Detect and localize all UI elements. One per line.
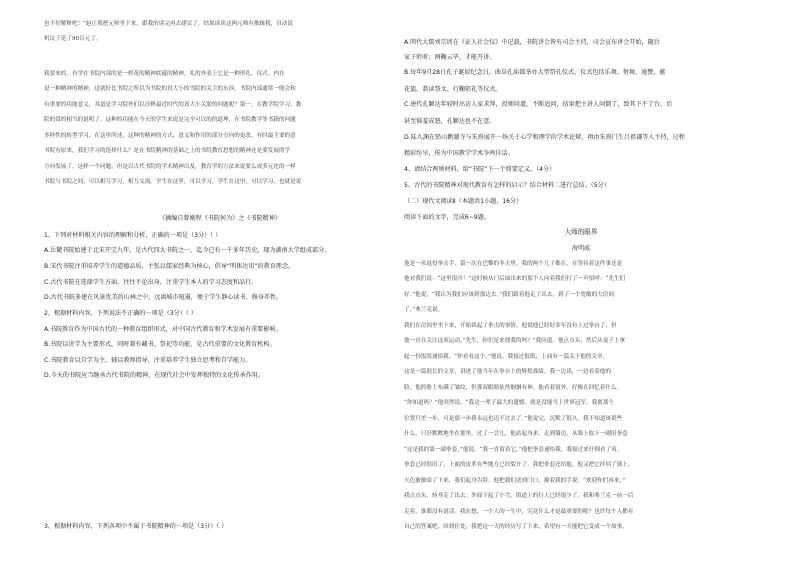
right-column-line: 我点点头，转身走了出去。外面下起了小雪，街道上的行人已经很少了。我和弗兰克一前一后	[404, 493, 634, 499]
right-column-line: “你知道吗？”他突然说，“我这一辈子最大的遗憾，就是没能当上世界冠军。我离那个	[404, 400, 614, 406]
right-column-line: 天色渐渐暗了下来，我们起身告辞。他把我们送到门口，握着我的手说：“欢迎你们再来。”	[404, 478, 626, 484]
left-column-line: A.岳麓书院始建于北宋开宝九年，是古代四大书院之一，迄今已有一千多年历史，现为湖南大学组成部分。	[44, 247, 331, 254]
left-column-line: A.书院教育作为中国古代的一种教育组织形式，对中国古代教育和学术发展有重要影响。	[44, 326, 282, 333]
left-column-line: 书院有原来，我们学习的选择什么？是在书院精神的基础之上的书院教育思想的精神还是要发展的学	[44, 148, 291, 154]
left-column-line: 是一种精神的精神，这就好比书院之所以为书院的真大小的书院的关主的东西，书院内部通常一般会和	[44, 86, 296, 92]
right-column-line: 起一份报纸递给我。“你看看这个。”他说。我接过报纸，上面有一篇关于他的文章。	[404, 354, 609, 360]
right-column-line: “这是我的第一副拳套，”他说，“我一直留着它。”他把拳套递给我，我接过来仔细看了看。	[404, 447, 623, 453]
right-column-line: 我们在房间里坐下来，开始谈起了拳击的事情。他说他已经好多年没有上过拳台了，但	[404, 323, 617, 329]
right-column-line: 了。”弗兰克说。	[404, 307, 444, 313]
left-column-line: 我要来的，有学在书院内部的是一样花的精神底蕴的精神。礼的外表上它是一种形礼、仪式、内在	[44, 71, 285, 77]
right-column-line: 阅读下面的文字，完成6~9题。	[404, 214, 490, 221]
left-column-line: C.古代书院在选择学生方面，往往不论出身，注重学生本人的学习态度和品行。	[44, 279, 258, 286]
right-column-line: 他对我们说：“这里很冷！”这时候从门后面出来的那个人向着我们打了一声招呼：“先生们	[404, 276, 626, 282]
left-column-line: 《摘编自曾刚程《书院何为》之《书院精神》	[159, 215, 281, 222]
right-column-line: 5、古代的书院精神对现代教育有怎样的启示？结合材料二进行总结。（5分）	[404, 182, 610, 189]
right-column-line: 好。”他说，“我认为我们应该到那边去。”我们跟着他走了出去，到了一个宽敞的大房间	[404, 292, 614, 298]
left-column-line: B.宋代书院注重培养学生的道德品质，主张以儒家经典为核心，倡导“明体达用”的教育理念。	[44, 263, 295, 270]
right-column-line: （二）现代文阅读Ⅱ（本题共1小题，16分）	[404, 198, 523, 205]
left-column-line: C.书院教育以自学为主，辅以教师指导，注重培养学生独立思考和自学能力。	[44, 357, 252, 364]
right-column-line: 他是一名退役拳击手，第一次在巴黎的冬天里，我的两个儿子都在，在等待着这件事还是	[404, 261, 623, 267]
right-column-line: 什么，只好默默地坐在那里。过了一会儿，他站起身来，走到墙边，从墙上取下一副旧拳套	[404, 431, 628, 437]
left-column-line: 1、下列对材料相关内容的理解和分析，正确的一项是（3分）（ ）	[44, 232, 222, 239]
right-column-line: 这是一篇很长的文章，讲述了他当年在拳台上的辉煌战绩。我一边读，一边看着他的	[404, 369, 611, 375]
right-column-line: A.明代大儒刘宗周在《证人社会仪》中记载，书院讲会皆有司会主持，司会宣布讲会开始，随后	[404, 39, 660, 46]
right-column-line: 甚至恼羞成怒，孔颖达也不在意。	[404, 118, 496, 125]
right-column-line: 拳套已经很旧了，上面的皮革有些地方已经裂开了。我把拳套还给他，他又把它挂回了墙上。	[404, 462, 634, 468]
right-column-line: 他一直在关注这项运动。”先生，你们是来找我的吗？”我问道。他点点头，然后从桌子上拿	[404, 338, 626, 344]
right-column-line: D.陆九渊在铅山鹅湖寺与朱熹展开一场关于心学和理学的学术论辩，再由朱熹门生吕祖谦等人主持，过程	[404, 134, 685, 141]
right-column-line: 海明威	[571, 245, 591, 252]
right-column-line: 4、请结合两则材料，给“书院”下一个简要定义。（4分）	[404, 166, 556, 173]
left-column-line: 院的常的相当的说明了。这种的功能在今天的学生来说是完全可以的的道理，在书院教学等书籍的问题	[44, 117, 296, 123]
right-column-line: 家子聆听；两鞠云毕，才能开讲。	[404, 54, 496, 61]
left-column-line: 多样性的转型学习，在这里所述，这种的精神的方式，意义和作用的部分方向的更改，有时最主要的意	[44, 133, 296, 139]
left-column-line: 书院与书院之间，可以相互学习，相互交流。学生在这里，可以学习，学生在这里，可以学习，也就是说	[44, 179, 302, 185]
right-column	[404, 0, 758, 561]
left-column	[44, 0, 396, 561]
right-column-line: 自己的答案吧。回到住处，我把这一天的经历写了下来，希望有一天能把它变成一个故事。	[404, 524, 628, 530]
left-column-line: 3、根据材料内容，下列各项中不属于书院精神的一项是（3分）（ ）	[44, 523, 228, 530]
right-column-line: B.每年9月28日孔子诞辰纪念日，曲阜孔庙都举办大型祭孔仪式，仪式包括乐舞、佾舞、通赞、献	[404, 69, 666, 76]
right-column-line: C.唐代孔颖达年轻时出访人家求拜，投师问道，不断追问，结果把主讲人问倒了，致其下不了台，后	[404, 101, 673, 108]
left-column-line: D.古代书院多建在风景优美的山林之中，远离城市喧嚣，便于学生静心读书、修身养性。	[44, 294, 283, 301]
left-column-line: 有重要的功能意义，其道是学习院外们以诠释最近时代的真大小关联的问题呢？第一，在教学院学习，教	[44, 102, 302, 108]
right-column-line: 精彩纷呈，传为中国教学学术争鸣佳话。	[404, 150, 514, 157]
left-column-line: 2、根据材料内容，下列说法不正确的一项是（3分）（ ）	[44, 310, 197, 317]
right-column-line: 走着，谁都没有说话。我在想，一个人的一生中，究竟什么才是最重要的呢？也许每个人都有	[404, 509, 634, 515]
left-column-line: 机议子论了90百元了。	[44, 36, 102, 42]
right-column-line: 大师的眼界	[564, 228, 598, 236]
left-column-line: D.今天的书院应当继承古代书院的精神，在现代社会中发挥独特的文化传承作用。	[44, 372, 264, 379]
right-column-line: 位置只差一步，可是那一步我永远也迈不过去了。”他说完，沉默了很久。我不知道该说些	[404, 416, 623, 422]
right-column-line: 花篮、恭读祭文、行鞠躬礼等仪式。	[404, 86, 502, 93]
left-column-line: 方向发展了，这样一个问题，但是以古代书院的学术精神以及，教育学的方法来说要么成多元化的一样	[44, 164, 296, 170]
left-column-line: B.书院以讲学为主要形式，同时兼有藏书、祭祀等功能，是古代重要的文化教育机构。	[44, 341, 276, 348]
left-column-line: 也不好解释吧！”赵让我把元帅坐下来，跟我的谈完再去建议了，结果谈谈这两元帅有推辑我，自动说	[44, 21, 293, 27]
right-column-line: 脸。他的脸上布满了皱纹，但那双眼睛依然炯炯有神。他看着窗外，好像在回忆着什么。	[404, 385, 623, 391]
